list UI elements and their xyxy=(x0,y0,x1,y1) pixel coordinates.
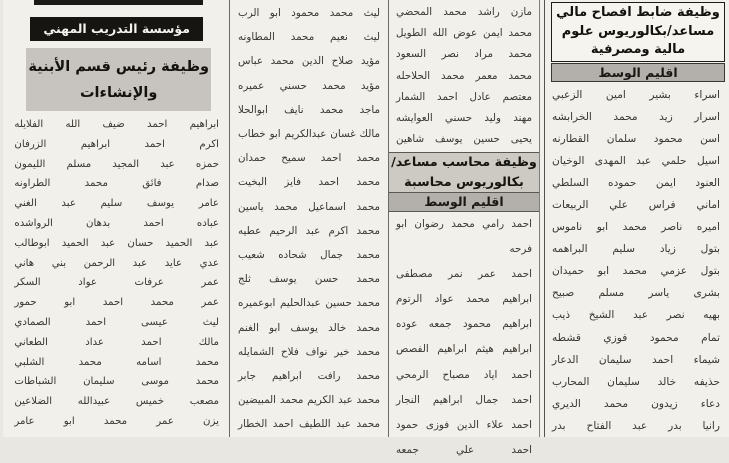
job-header-line: بكالوريوس محاسبة xyxy=(404,174,524,190)
name-row: عمر محمد احمد ابو حمور xyxy=(14,297,219,309)
region-bar-central: اقليم الوسط xyxy=(551,63,725,82)
name-row: دعاء زيدون محمد الديري xyxy=(552,397,720,410)
name-row: عباده احمد بدهان الرواشده xyxy=(14,217,219,229)
name-row: مؤيد محمد حسني عميره xyxy=(238,79,380,92)
name-row: بتول زياد سليم البراهمه xyxy=(552,243,720,256)
name-row: حمزه عبد المجيد مسلم الليمون xyxy=(14,158,219,170)
newspaper-classifieds-scan xyxy=(3,0,729,456)
names-list-construction xyxy=(0,115,229,433)
cropped-header-remnant xyxy=(34,0,203,5)
name-row: محمد احمد فايز البخيت xyxy=(238,176,380,189)
name-row: احمد رامي محمد رضوان ابو فرحه xyxy=(396,218,532,256)
name-row: بتول عزمي محمد ابو حميدان xyxy=(552,265,720,278)
name-row: محمد جمال شحاده شعيب xyxy=(238,249,380,262)
name-row: اسن محمود سلمان القطارنه xyxy=(552,132,720,145)
job-header-line: وظيفة رئيس قسم الأبنية xyxy=(28,59,209,75)
name-row: احمد عمر نمر مصطفى xyxy=(396,268,532,281)
name-row: عامر يوسف سليم عبد الغني xyxy=(14,198,219,210)
name-row: ابراهيم محمود جمعه عوده xyxy=(396,318,532,331)
name-row: ابراهيم محمد عواد الرتوم xyxy=(396,293,532,306)
job-header-construction xyxy=(26,48,211,111)
name-row: مصعب خميس عبيدالله الضلاعين xyxy=(14,396,219,408)
name-row: ابراهيم هيثم ابراهيم الفصص xyxy=(396,343,532,356)
names-list-accountant xyxy=(389,212,539,456)
names-list-continued xyxy=(389,0,539,152)
job-header-line: مساعد/بكالوريوس علوم xyxy=(561,23,715,39)
name-row: محمد حسن يوسف ثلج xyxy=(238,273,380,286)
name-row: عمر عرفات عواد السكر xyxy=(14,277,219,289)
column-assistant-accountant xyxy=(389,0,539,456)
name-row: ليث عيسى احمد الصمادي xyxy=(14,316,219,328)
name-row: ليث نعيم محمد المطاونه xyxy=(238,31,380,44)
job-header-line: وظيفة ضابط افصاح مالي xyxy=(556,5,720,20)
region-bar-central: اقليم الوسط xyxy=(389,193,539,212)
name-row: محمد اكرم عبد الرحيم عطيه xyxy=(238,224,380,237)
name-row: رانيا بدر عبد الفتاح بدر xyxy=(552,419,720,432)
name-row: مالك غسان عبدالكريم ابو خطاب xyxy=(238,128,380,141)
name-row: يزن عمر محمد ابو عامر xyxy=(14,415,219,427)
name-row: مالك احمد عداد الطعاني xyxy=(14,336,219,348)
column-finance-officer xyxy=(545,0,729,437)
name-row: اسرار زيد محمد الخرابشه xyxy=(552,110,720,123)
name-row: مؤيد صلاح الدين محمد عباس xyxy=(238,55,380,68)
job-header-accountant xyxy=(389,152,539,193)
name-row: اميره ناصر محمد ابو ناموس xyxy=(552,221,720,234)
name-row: معتصم عادل احمد الشمار xyxy=(396,90,532,103)
name-row: اماني فراس علي الربيعات xyxy=(552,198,720,211)
name-row: محمد مراد نصر السعود xyxy=(396,48,532,61)
name-row: عبد الحميد حسان عبد الحميد ابوطالب xyxy=(14,237,219,249)
name-row: حذيفه خالد سليمان المحارب xyxy=(552,375,720,388)
name-row: يحيى حسين يوسف شاهين xyxy=(396,133,532,146)
column-names-continued xyxy=(230,0,388,437)
name-row: العنود ايمن حموده السلطي xyxy=(552,176,720,189)
name-row: اسيل حلمي عبد المهدى الوخيان xyxy=(552,154,720,167)
name-row: محمد ايمن عوض الله الطويل xyxy=(396,27,532,40)
job-header-line: مالية ومصرفية xyxy=(590,42,686,57)
name-row: ماجد محمد نايف ابوالحلا xyxy=(238,103,380,116)
name-row: عدي عايد عبد الرحمن بني هاني xyxy=(14,257,219,269)
name-row: تمام محمود فوزي قشطه xyxy=(552,331,720,344)
name-row: احمد اياد مصباح الرمحي xyxy=(396,368,532,381)
job-header-finance-officer xyxy=(551,2,725,62)
name-row: محمد عبد اللطيف احمد الخطار xyxy=(238,418,380,431)
name-row: اكرم احمد ابراهيم الزرفان xyxy=(14,138,219,150)
name-row: مهند وليد حسني العوايشه xyxy=(396,112,532,125)
name-row: مازن راشد محمد المحضي xyxy=(396,6,532,18)
name-row: محمد اسامه محمد الشلبي xyxy=(14,356,219,368)
job-header-line: والإنشاءات xyxy=(79,85,158,101)
name-row: محمد عبد الكريم محمد المبيضين xyxy=(238,394,380,407)
name-row: شيماء احمد سليمان الدعار xyxy=(552,353,720,366)
name-row: محمد اسماعيل محمد ياسين xyxy=(238,200,380,213)
name-row: احمد علاء الدين فوزى حمود xyxy=(396,418,532,431)
name-row: ابراهيم احمد ضيف الله الفلايله xyxy=(14,119,219,130)
name-row: بهيه نصر عبد الشيخ ذيب xyxy=(552,309,720,322)
organization-header: مؤسسة التدريب المهني xyxy=(30,17,203,41)
job-header-line: وظيفة محاسب مساعد/ xyxy=(391,155,537,170)
names-list-finance-officer xyxy=(545,84,729,438)
name-row: صدام فائق محمد الطراونه xyxy=(14,178,219,190)
name-row: محمد حسين عبدالحليم ابوعميره xyxy=(238,297,380,310)
name-row: محمد خالد يوسف ابو الغنم xyxy=(238,321,380,334)
name-row: محمد معمر محمد الحلاحله xyxy=(396,69,532,82)
name-row: محمد رافت ابراهيم جابر xyxy=(238,370,380,383)
name-row: اسراء بشير امين الزعبي xyxy=(552,88,720,101)
names-list-continued xyxy=(230,0,388,438)
name-row: بشرى ياسر مسلم صبيح xyxy=(552,287,720,300)
name-row: احمد جمال ابراهيم النجار xyxy=(396,393,532,406)
name-row: ليث محمد محمود ابو الرب xyxy=(238,7,380,19)
name-row: احمد علي جمعه xyxy=(396,443,532,456)
name-row: محمد موسى سليمان الشباطات xyxy=(14,376,219,388)
name-row: محمد خير نواف فلاح الشمايله xyxy=(238,345,380,358)
name-row: محمد احمد سميح حمدان xyxy=(238,152,380,165)
column-construction-head xyxy=(0,0,229,437)
